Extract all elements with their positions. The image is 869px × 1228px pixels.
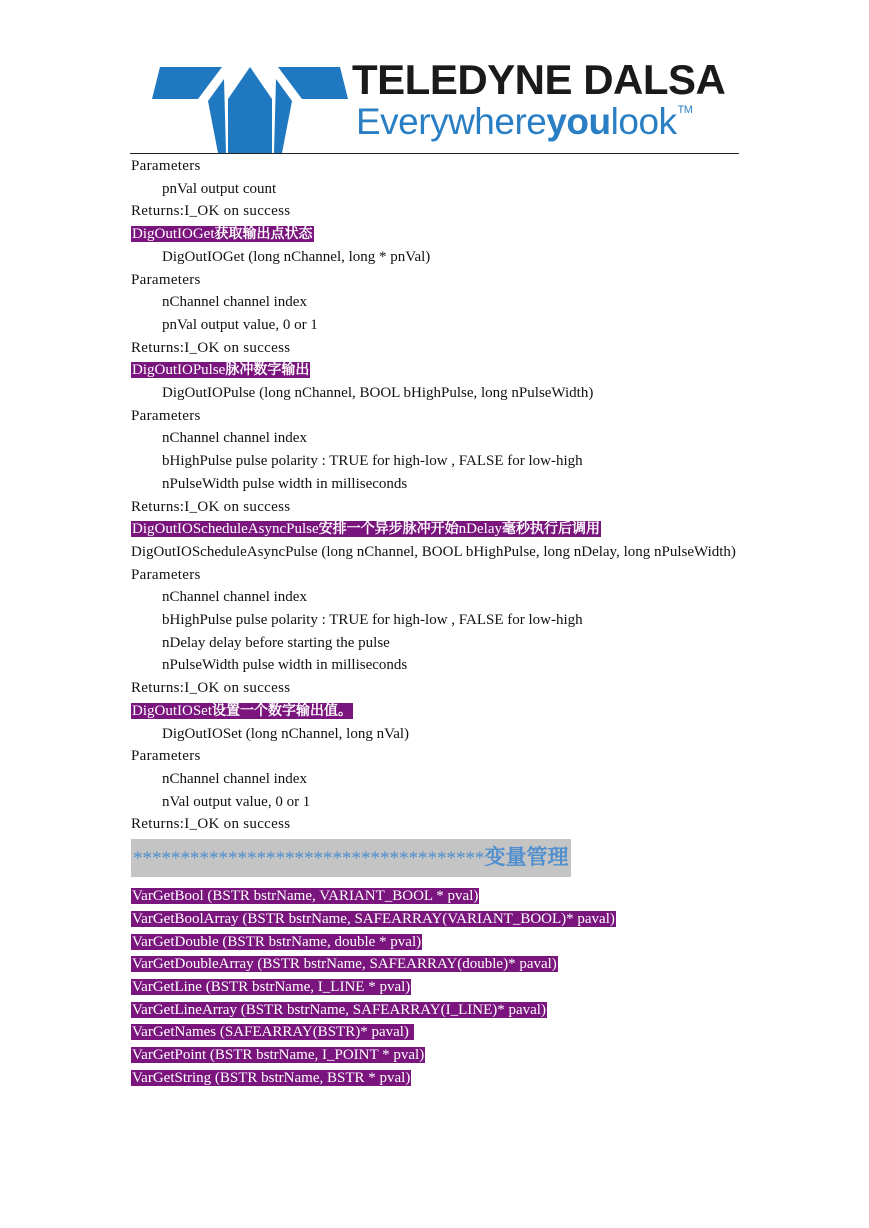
tagline-part-2: you <box>546 101 611 142</box>
heading-cn-2: 毫秒执行后调用 <box>501 521 600 538</box>
var-function-item <box>131 1021 741 1044</box>
var-function-label: VarGetPoint (BSTR bstrName, I_POINT * pval) <box>132 1047 425 1064</box>
heading-code-2: nDelay <box>458 521 502 538</box>
separator-highlight <box>131 839 571 877</box>
param-line: nChannel channel index <box>162 589 307 606</box>
tagline-part-1: Everywhere <box>356 101 547 142</box>
function-heading <box>131 700 741 723</box>
var-function-label: VarGetDoubleArray (BSTR bstrName, SAFEARRAY(double)* paval) <box>132 956 557 973</box>
brand-tagline <box>356 103 692 140</box>
heading-cn: 设置一个数字输出值。 <box>212 702 352 719</box>
returns-line: Returns:I_OK on success <box>131 339 291 356</box>
document-body <box>131 155 741 1089</box>
var-function-item <box>131 885 741 908</box>
param-line: pnVal output value, 0 or 1 <box>162 316 318 333</box>
heading-highlight <box>131 226 314 242</box>
trademark-mark: TM <box>677 104 693 116</box>
parameters-label: Parameters <box>131 271 201 288</box>
function-heading <box>131 359 741 382</box>
param-line: nDelay delay before starting the pulse <box>162 634 390 651</box>
var-function-item <box>131 976 741 999</box>
var-function-item <box>131 953 741 976</box>
var-function-label: VarGetDouble (BSTR bstrName, double * pval) <box>132 933 422 950</box>
separator-stars: ************************************* <box>133 848 485 870</box>
var-function-label: VarGetBoolArray (BSTR bstrName, SAFEARRAY(VARIANT_BOOL)* paval) <box>132 910 615 927</box>
param-line: bHighPulse pulse polarity : TRUE for high-low , FALSE for low-high <box>162 612 583 629</box>
var-function-item <box>131 908 741 931</box>
header-divider <box>130 153 739 154</box>
parameters-label: Parameters <box>131 158 201 174</box>
var-function-label: VarGetNames (SAFEARRAY(BSTR)* paval) <box>132 1024 413 1041</box>
parameters-label: Parameters <box>131 566 201 583</box>
heading-code: DigOutIOSet <box>132 702 212 719</box>
returns-line: Returns:I_OK on success <box>131 203 291 220</box>
param-line: nPulseWidth pulse width in milliseconds <box>162 475 408 492</box>
tagline-part-3: look <box>610 101 677 142</box>
var-function-label: VarGetString (BSTR bstrName, BSTR * pval) <box>132 1069 411 1086</box>
function-heading <box>131 518 741 541</box>
var-function-item <box>131 1044 741 1067</box>
var-function-item <box>131 931 741 954</box>
signature-line: DigOutIOGet (long nChannel, long * pnVal) <box>162 248 431 265</box>
var-function-label: VarGetLineArray (BSTR bstrName, SAFEARRAY(I_LINE)* paval) <box>132 1001 546 1018</box>
brand-name: TELEDYNE DALSA <box>352 56 726 103</box>
teledyne-logo-icon <box>152 61 348 153</box>
returns-line: Returns:I_OK on success <box>131 816 291 833</box>
parameters-label: Parameters <box>131 748 201 765</box>
heading-code: DigOutIOScheduleAsyncPulse <box>132 521 319 538</box>
heading-cn: 脉冲数字输出 <box>225 362 310 379</box>
heading-highlight <box>131 703 353 719</box>
signature-line: DigOutIOPulse (long nChannel, BOOL bHighPulse, long nPulseWidth) <box>162 385 594 402</box>
heading-highlight <box>131 521 601 537</box>
heading-cn: 安排一个异步脉冲开始 <box>318 521 459 538</box>
var-function-label: VarGetBool (BSTR bstrName, VARIANT_BOOL * pval) <box>132 888 479 905</box>
param-line: nPulseWidth pulse width in milliseconds <box>162 657 408 674</box>
separator-title: 变量管理 <box>484 845 569 870</box>
signature-line: DigOutIOScheduleAsyncPulse (long nChannel, BOOL bHighPulse, long nDelay, long nPulseWidth) <box>131 543 736 560</box>
param-line: nVal output value, 0 or 1 <box>162 793 311 810</box>
returns-line: Returns:I_OK on success <box>131 498 291 515</box>
param-line: nChannel channel index <box>162 770 307 787</box>
heading-code: DigOutIOPulse <box>132 362 226 379</box>
param-line: nChannel channel index <box>162 294 307 311</box>
signature-line: DigOutIOSet (long nChannel, long nVal) <box>162 725 410 742</box>
document-header <box>130 55 740 155</box>
param-line: bHighPulse pulse polarity : TRUE for high-low , FALSE for low-high <box>162 453 583 470</box>
var-function-item <box>131 999 741 1022</box>
heading-highlight <box>131 362 310 378</box>
param-line: pnVal output count <box>162 180 277 197</box>
returns-line: Returns:I_OK on success <box>131 680 291 697</box>
section-separator <box>131 839 741 877</box>
var-function-label: VarGetLine (BSTR bstrName, I_LINE * pval) <box>132 978 411 995</box>
parameters-label: Parameters <box>131 407 201 424</box>
var-function-item <box>131 1067 741 1090</box>
function-heading <box>131 223 741 246</box>
param-line: nChannel channel index <box>162 430 307 447</box>
heading-code: DigOutIOGet <box>132 226 215 243</box>
heading-cn: 获取输出点状态 <box>214 226 313 243</box>
